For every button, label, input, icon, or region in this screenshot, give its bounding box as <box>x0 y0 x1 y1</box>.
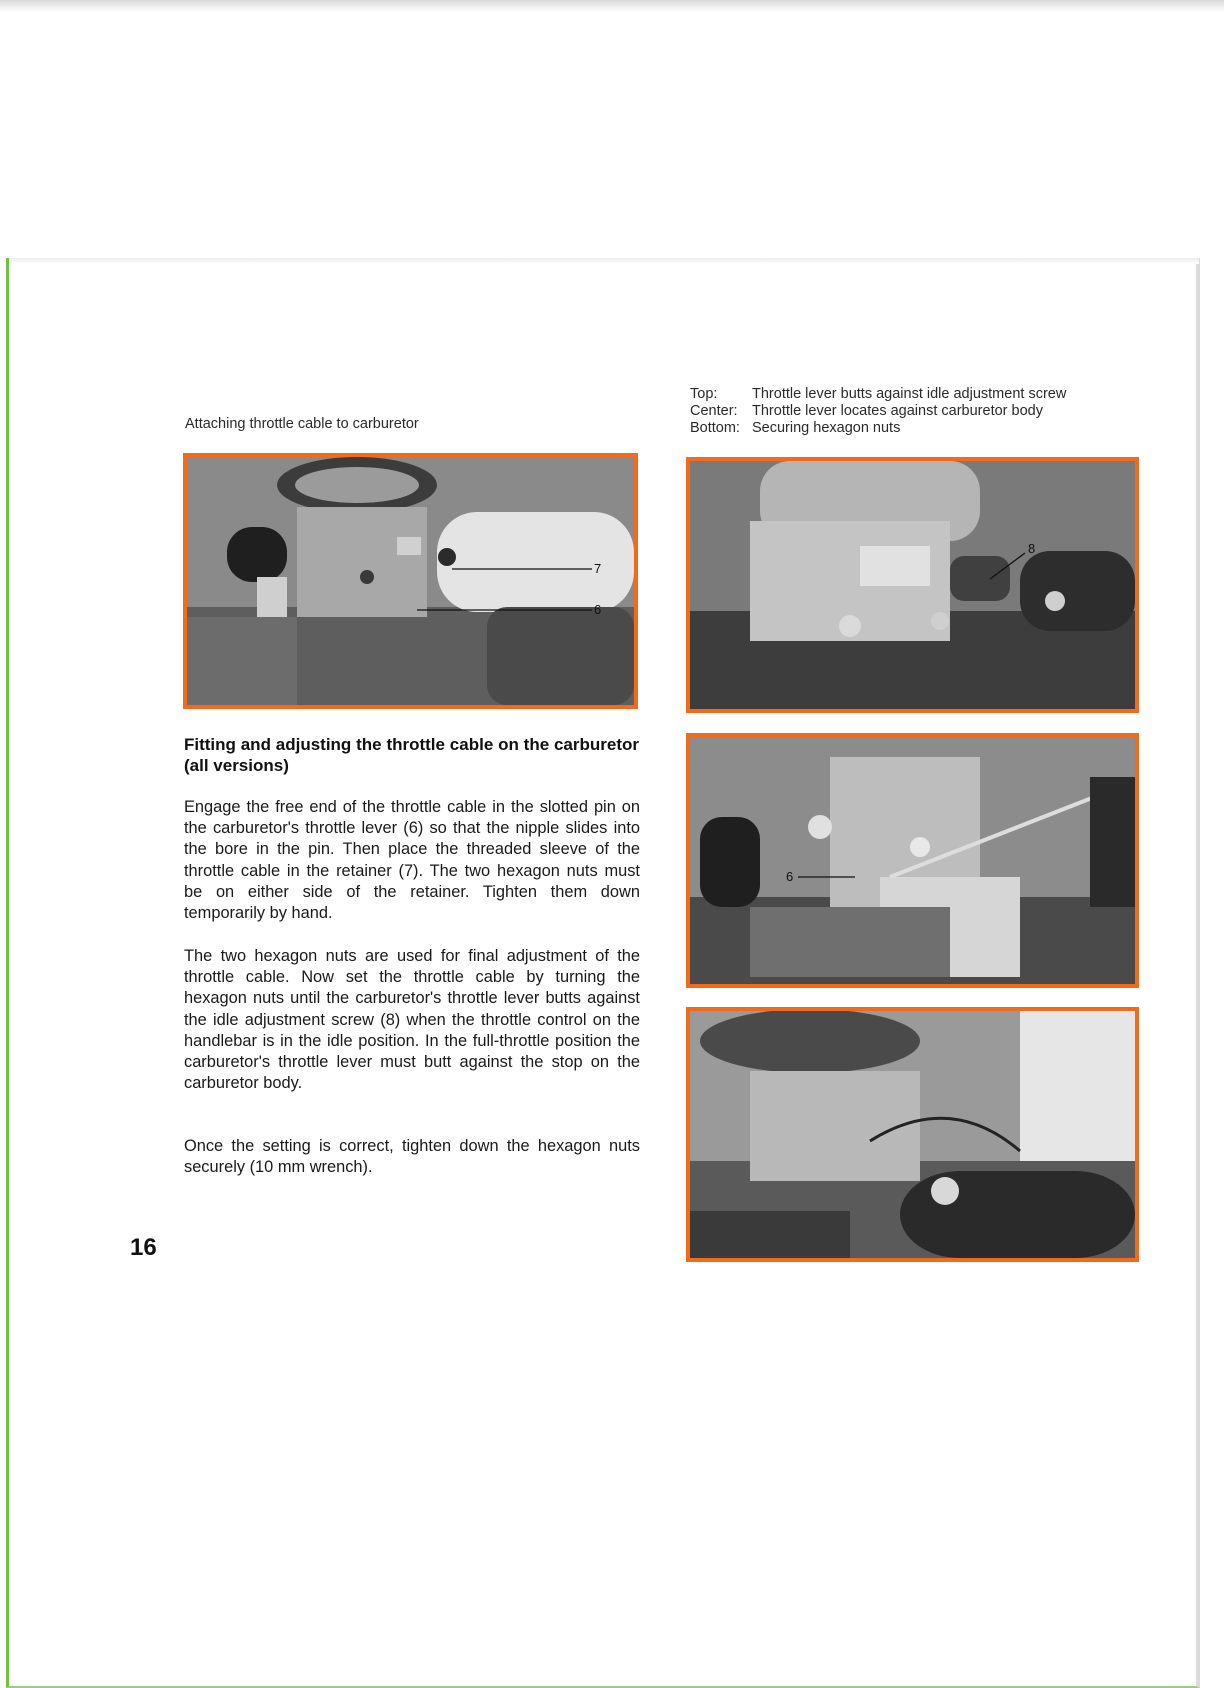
lever-stop-illustration <box>690 737 1135 984</box>
callout-6: 6 <box>594 602 602 617</box>
page-number: 16 <box>130 1234 157 1261</box>
caption-center-label: Center: <box>690 403 738 419</box>
caption-top-text: Throttle lever butts against idle adjustment screw <box>752 386 1067 402</box>
paragraph-adjustment: The two hexagon nuts are used for final adjustment of the throttle cable. Now set the throttle cable by turning the hexagon nuts until the carburetor's throttle lever butts against the idle adjustment screw (8) when the throttle control on the handlebar is in the idle position. In the full-throttle position the carburetor's throttle lever must butt against the stop on the carburetor body. <box>184 947 640 1093</box>
callout-7: 7 <box>594 561 602 576</box>
callout-8: 8 <box>1028 541 1036 556</box>
section-heading: Fitting and adjusting the throttle cable on the carburetor (all versions) <box>184 735 639 775</box>
caption-bottom <box>690 420 1066 437</box>
caption-center-text: Throttle lever locates against carburetor body <box>752 403 1043 419</box>
photo-bottom-hex-nuts <box>686 1007 1139 1262</box>
photo-center-lever-stop <box>686 733 1139 988</box>
idle-screw-illustration <box>690 461 1135 709</box>
paragraph-engage-cable: Engage the free end of the throttle cable in the slotted pin on the carburetor's throttle lever (6) so that the nipple slides into the bore in the pin. Then place the threaded sleeve of the throttle cable in the retainer (7). The two hexagon nuts must be on either side of the retainer. Tighten them down temporarily by hand. <box>184 798 640 923</box>
page-top-shadow <box>9 258 1199 264</box>
hex-nuts-illustration <box>690 1011 1135 1258</box>
caption-top-label: Top: <box>690 386 718 402</box>
caption-bottom-label: Bottom: <box>690 420 740 436</box>
carburetor-photo-main <box>183 453 638 709</box>
photo-captions-right <box>690 386 1066 437</box>
photo-top-idle-screw <box>686 457 1139 713</box>
callout-6-center: 6 <box>786 869 794 884</box>
paragraph-tighten: Once the setting is correct, tighten down the hexagon nuts securely (10 mm wrench). <box>184 1137 640 1177</box>
caption-top <box>690 386 1066 403</box>
caption-bottom-text: Securing hexagon nuts <box>752 420 901 436</box>
scan-edge <box>0 0 1224 12</box>
carburetor-illustration <box>187 457 634 705</box>
caption-center <box>690 403 1066 420</box>
photo-caption-left: Attaching throttle cable to carburetor <box>185 416 419 432</box>
